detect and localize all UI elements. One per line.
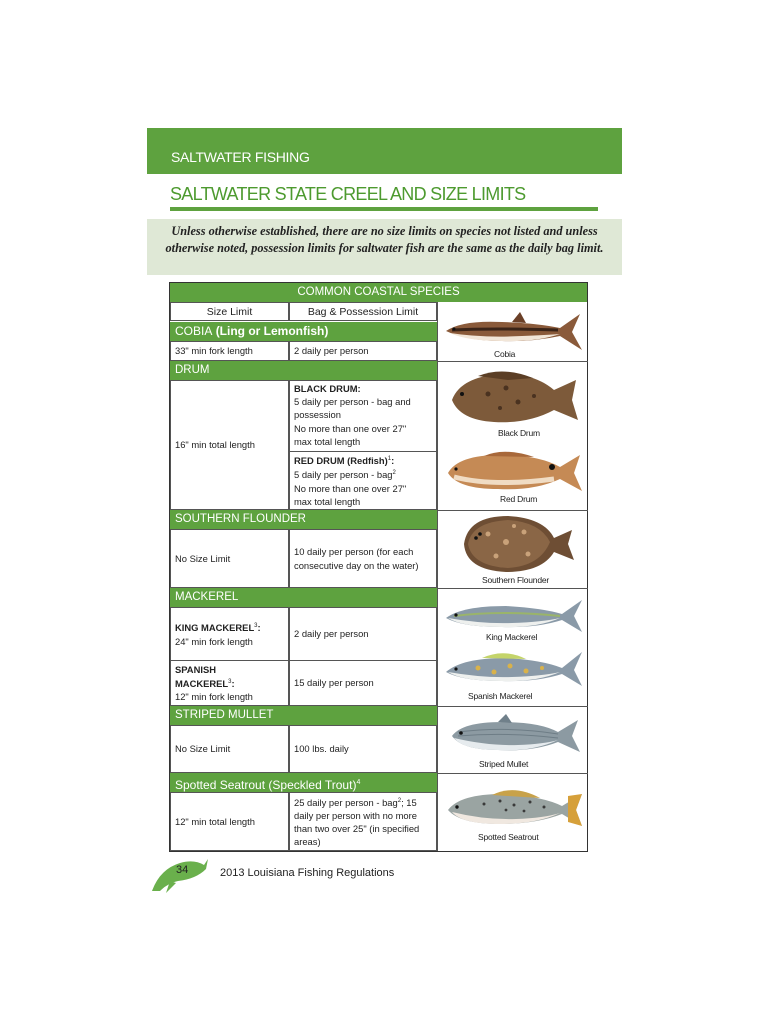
black-drum-title: BLACK DRUM:: [294, 383, 361, 394]
striped-mullet-illustration: [448, 712, 582, 756]
mullet-size: [170, 725, 289, 773]
red-drum-title: RED DRUM (Redfish): [294, 455, 388, 467]
spanish-mackerel-bag-text: 15 daily per person: [294, 677, 374, 689]
red-drum-line: No more than one over 27": [294, 482, 407, 494]
seatrout-bag-line: than two over 25" (in specified: [294, 823, 420, 835]
seatrout-bag-footnote: 2: [397, 797, 402, 804]
cobia-header: [170, 322, 437, 341]
king-mackerel-bag: [289, 607, 437, 661]
black-drum-line: possession: [294, 409, 341, 421]
flounder-bag: [289, 529, 437, 588]
col-header-bag: Bag & Possession Limit: [289, 302, 437, 321]
king-mackerel-illustration: [442, 596, 584, 636]
mullet-bag: [289, 725, 437, 773]
red-drum-footnote: 1: [387, 456, 392, 462]
mullet-size-text: No Size Limit: [175, 743, 231, 755]
red-drum-caption: Red Drum: [500, 494, 538, 504]
seatrout-bag-line: daily per person with no more: [294, 809, 417, 821]
cobia-name: COBIA: [175, 324, 213, 338]
spanish-mackerel-footnote: 3: [228, 678, 232, 685]
spanish-mackerel-bag: [289, 660, 437, 706]
seatrout-size: [170, 792, 289, 851]
image-row-divider: [437, 588, 588, 589]
mullet-caption: Striped Mullet: [479, 759, 529, 769]
seatrout-bag-line: areas): [294, 836, 321, 848]
black-drum-line: max total length: [294, 435, 361, 447]
red-drum-line: 5 daily per person - bag: [294, 469, 393, 481]
spanish-mackerel-illustration: [442, 648, 584, 690]
seatrout-bag: [289, 792, 437, 851]
flounder-caption: Southern Flounder: [482, 575, 550, 585]
mullet-bag-text: 100 lbs. daily: [294, 743, 349, 755]
spanish-mackerel-title: SPANISH: [175, 663, 216, 675]
page-number: 34: [176, 864, 189, 876]
red-drum-illustration: [444, 447, 584, 495]
seatrout-footnote: 4: [356, 779, 361, 786]
table-title: COMMON COASTAL SPECIES: [170, 283, 587, 302]
black-drum-caption: Black Drum: [498, 428, 540, 438]
mullet-header: STRIPED MULLET: [170, 706, 437, 725]
page-title: SALTWATER STATE CREEL AND SIZE LIMITS: [170, 184, 526, 204]
drum-size-text: 16" min total length: [175, 439, 255, 451]
black-drum-bag: [289, 380, 437, 452]
seatrout-bag-line: 25 daily per person - bag: [294, 796, 398, 808]
notice-box: Unless otherwise established, there are no size limits on species not listed and unless otherwise noted, possession limits for saltwater fish are the same as the daily bag limit.: [147, 219, 622, 275]
spanish-mackerel-caption: Spanish Mackerel: [468, 691, 533, 701]
flounder-size: [170, 529, 289, 588]
black-drum-line: No more than one over 27": [294, 422, 407, 434]
cobia-alias: (Ling or Lemonfish): [215, 324, 329, 338]
col-header-size: Size Limit: [170, 302, 289, 321]
king-mackerel-bag-text: 2 daily per person: [294, 628, 369, 640]
section-header: [147, 128, 622, 174]
black-drum-line: 5 daily per person - bag and: [294, 396, 411, 408]
spanish-mackerel-size-text: 12" min fork length: [175, 691, 253, 703]
flounder-bag-line: 10 daily per person (for each: [294, 546, 414, 558]
southern-flounder-illustration: [458, 512, 576, 574]
section-label: SALTWATER FISHING: [171, 149, 310, 165]
king-mackerel-size-text: 24" min fork length: [175, 635, 253, 647]
king-mackerel-title: KING MACKEREL: [175, 622, 255, 634]
red-drum-line: max total length: [294, 495, 361, 507]
spanish-mackerel-title: MACKEREL: [175, 677, 229, 689]
cobia-bag: [289, 341, 437, 361]
image-row-divider: [437, 361, 588, 362]
seatrout-name: Spotted Seatrout (Speckled Trout): [175, 778, 357, 792]
red-drum-bag: RED DRUM (Redfish)$^1$: 5 daily per person - bag$^2$ No more than one over 27" max total length: [289, 451, 437, 510]
cobia-bag-text: 2 daily per person: [294, 345, 369, 357]
seatrout-caption: Spotted Seatrout: [478, 832, 539, 842]
king-mackerel-size: KING MACKEREL$^3$: 24" min fork length: [170, 607, 289, 661]
spanish-mackerel-size: SPANISH MACKEREL$^3$: 12" min fork length: [170, 660, 289, 706]
mackerel-header: MACKEREL: [170, 588, 437, 607]
spotted-seatrout-illustration: [444, 786, 584, 830]
flounder-header: SOUTHERN FLOUNDER: [170, 510, 437, 529]
king-mackerel-footnote: 3: [254, 623, 258, 630]
image-row-divider: [437, 706, 588, 707]
cobia-size-text: 33" min fork length: [175, 345, 253, 357]
title-divider: [170, 207, 598, 211]
image-row-divider: [437, 773, 588, 774]
king-mackerel-caption: King Mackerel: [486, 632, 538, 642]
seatrout-header: [170, 773, 437, 792]
flounder-bag-line: consecutive day on the water): [294, 559, 419, 571]
cobia-size: [170, 341, 289, 361]
cobia-caption: Cobia: [494, 349, 516, 359]
flounder-size-text: No Size Limit: [175, 552, 231, 564]
red-drum-bag-footnote: 2: [392, 470, 396, 477]
black-drum-illustration: [448, 366, 580, 428]
seatrout-size-text: 12" min total length: [175, 815, 255, 827]
publication-title: 2013 Louisiana Fishing Regulations: [220, 867, 395, 879]
seatrout-bag-line: ; 15: [401, 796, 417, 808]
image-row-divider: [437, 510, 588, 511]
drum-header: DRUM: [170, 361, 437, 380]
drum-size: [170, 380, 289, 510]
